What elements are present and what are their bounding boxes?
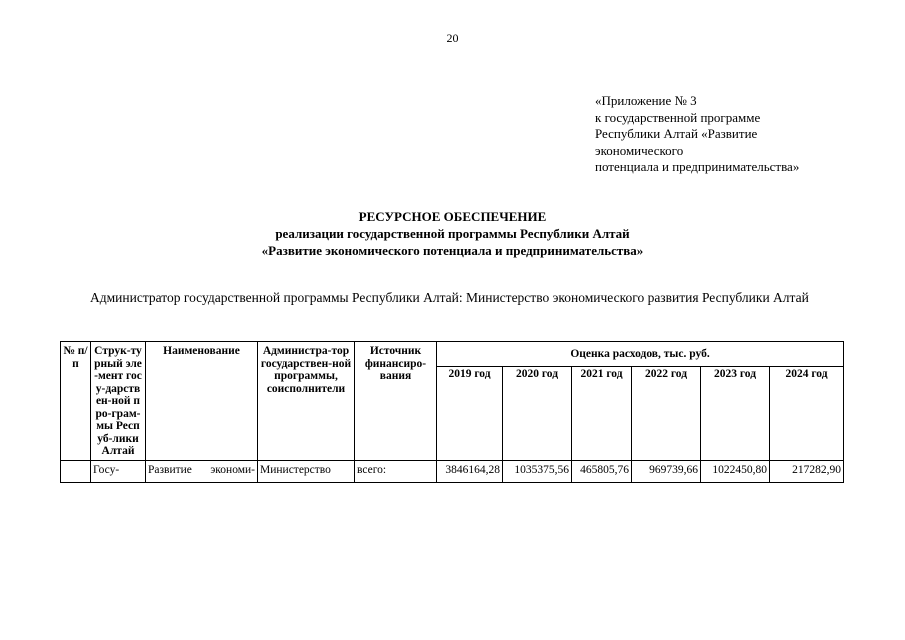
cell-structural-element: Госу- [91, 460, 146, 482]
appendix-line: Республики Алтай «Развитие [595, 126, 758, 141]
appendix-line: «Приложение № 3 [595, 93, 697, 108]
cell-value-2020: 1035375,56 [503, 460, 572, 482]
cell-num [61, 460, 91, 482]
table-header-row [61, 342, 844, 367]
cell-funding-source: всего: [355, 460, 437, 482]
header-year: 2024 год [770, 367, 844, 461]
appendix-line: к государственной программе [595, 109, 761, 125]
page-number: 20 [446, 31, 459, 45]
administrator-paragraph: Администратор государственной программы Республики Алтай: Министерство экономического развития Республики Алтай [90, 290, 809, 305]
cell-value-2022: 969739,66 [632, 460, 701, 482]
appendix-note [595, 93, 799, 176]
header-cost-estimate: Оценка расходов, тыс. руб. [437, 342, 844, 367]
cell-administrator: Министерство [258, 460, 355, 482]
appendix-line: потенциала и предпринимательства» [595, 159, 800, 174]
cell-value-2021: 465805,76 [572, 460, 632, 482]
header-num: № п/п [61, 342, 91, 461]
header-year: 2020 год [503, 367, 572, 461]
header-name: Наименование [146, 342, 258, 461]
cell-value-2019: 3846164,28 [437, 460, 503, 482]
title-line-1: РЕСУРСНОЕ ОБЕСПЕЧЕНИЕ [358, 209, 547, 224]
appendix-line: экономического [595, 142, 684, 158]
resource-table [60, 341, 844, 483]
header-year: 2019 год [437, 367, 503, 461]
header-funding-source: Источник финансиро-вания [355, 342, 437, 461]
table-row [61, 460, 844, 482]
title-line-3: «Развитие экономического потенциала и предпринимательства» [261, 243, 644, 258]
cell-value-2024: 217282,90 [770, 460, 844, 482]
title-line-2: реализации государственной программы Республики Алтай [275, 226, 630, 241]
header-year: 2022 год [632, 367, 701, 461]
document-title [0, 208, 905, 259]
header-structural-element: Струк-турный эле-мент госу-дарствен-ной про-грам-мы Респуб-лики Алтай [91, 342, 146, 461]
header-administrator: Администра-тор государствен-ной программы, соисполнители [258, 342, 355, 461]
cell-value-2023: 1022450,80 [701, 460, 770, 482]
header-year: 2023 год [701, 367, 770, 461]
header-year: 2021 год [572, 367, 632, 461]
cell-name: Развитие экономи- [146, 460, 258, 482]
